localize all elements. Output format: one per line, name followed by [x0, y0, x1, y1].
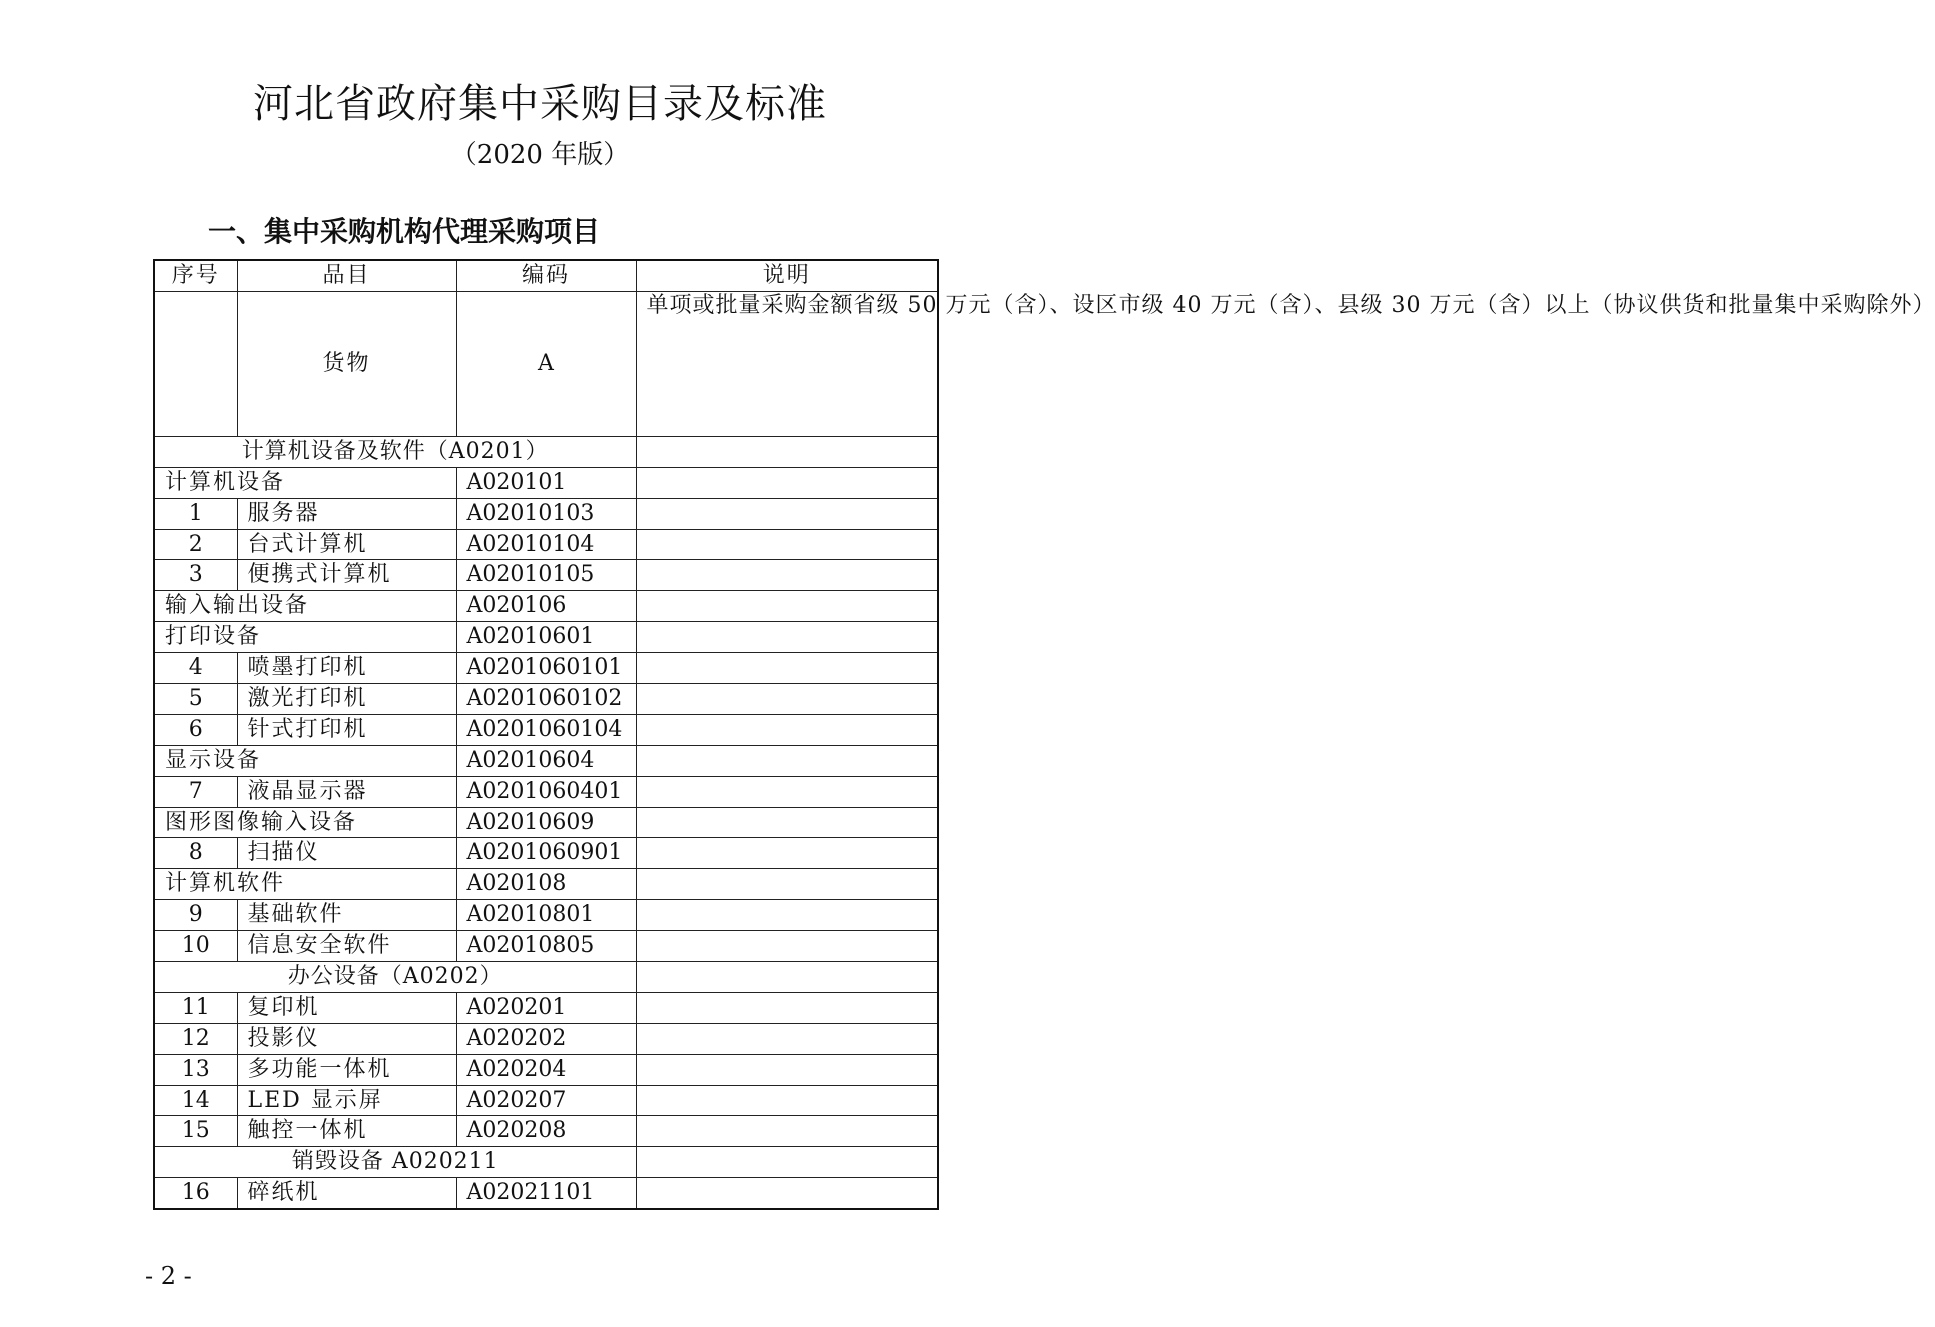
category-label: 销毁设备 A020211 [154, 1147, 636, 1178]
group-code: A020108 [456, 869, 636, 900]
item-label: 扫描仪 [237, 838, 456, 869]
group-note-cell [636, 622, 938, 653]
group-note-cell [636, 869, 938, 900]
item-label: 碎纸机 [237, 1178, 456, 1209]
item-note-cell [636, 653, 938, 684]
table-row [154, 1054, 938, 1085]
item-code: A0201060101 [456, 653, 636, 684]
item-number: 5 [154, 684, 237, 715]
group-note-cell [636, 591, 938, 622]
item-note-cell [636, 1116, 938, 1147]
item-code: A020202 [456, 1023, 636, 1054]
group-code: A02010604 [456, 745, 636, 776]
goods-note: 单项或批量采购金额省级 50 万元（含）、设区市级 40 万元（含）、县级 30 万元（含）以上（协议供货和批量集中采购除外） [636, 291, 938, 436]
header-note: 说明 [636, 260, 938, 291]
header-code: 编码 [456, 260, 636, 291]
table-row [154, 498, 938, 529]
item-code: A020208 [456, 1116, 636, 1147]
header-num: 序号 [154, 260, 237, 291]
item-label: 投影仪 [237, 1023, 456, 1054]
item-note-cell [636, 1054, 938, 1085]
category-row [154, 1147, 938, 1178]
group-label: 打印设备 [154, 622, 456, 653]
category-row [154, 436, 938, 467]
group-note-cell [636, 745, 938, 776]
category-label: 办公设备（A0202） [154, 962, 636, 993]
item-note-cell [636, 498, 938, 529]
item-label: 针式打印机 [237, 714, 456, 745]
table-row [154, 1085, 938, 1116]
item-number: 4 [154, 653, 237, 684]
item-label: 服务器 [237, 498, 456, 529]
page-number: - 2 - [145, 1262, 192, 1290]
item-label: 复印机 [237, 992, 456, 1023]
item-code: A0201060104 [456, 714, 636, 745]
item-label: 液晶显示器 [237, 776, 456, 807]
group-label: 输入输出设备 [154, 591, 456, 622]
group-code: A020106 [456, 591, 636, 622]
table-row [154, 684, 938, 715]
item-code: A02010103 [456, 498, 636, 529]
item-code: A020207 [456, 1085, 636, 1116]
item-note-cell [636, 992, 938, 1023]
item-note-cell [636, 529, 938, 560]
goods-code: A [456, 291, 636, 436]
item-note-cell [636, 714, 938, 745]
item-number: 14 [154, 1085, 237, 1116]
header-item: 品目 [237, 260, 456, 291]
item-note-cell [636, 776, 938, 807]
item-label: LED 显示屏 [237, 1085, 456, 1116]
item-code: A02010104 [456, 529, 636, 560]
item-number: 2 [154, 529, 237, 560]
item-code: A0201060102 [456, 684, 636, 715]
table-row [154, 838, 938, 869]
table-row [154, 1178, 938, 1209]
item-code: A02010801 [456, 900, 636, 931]
item-number: 6 [154, 714, 237, 745]
item-code: A0201060401 [456, 776, 636, 807]
group-label: 图形图像输入设备 [154, 807, 456, 838]
table-row [154, 529, 938, 560]
item-code: A0201060901 [456, 838, 636, 869]
table-row [154, 900, 938, 931]
group-code: A02010601 [456, 622, 636, 653]
table-row [154, 992, 938, 1023]
group-row [154, 467, 938, 498]
group-row [154, 869, 938, 900]
category-label: 计算机设备及软件（A0201） [154, 436, 636, 467]
item-label: 激光打印机 [237, 684, 456, 715]
item-note-cell [636, 931, 938, 962]
group-row [154, 807, 938, 838]
item-label: 信息安全软件 [237, 931, 456, 962]
item-code: A02021101 [456, 1178, 636, 1209]
item-number: 1 [154, 498, 237, 529]
group-note-cell [636, 807, 938, 838]
item-number: 16 [154, 1178, 237, 1209]
item-label: 基础软件 [237, 900, 456, 931]
item-number: 7 [154, 776, 237, 807]
group-label: 显示设备 [154, 745, 456, 776]
table-row [154, 931, 938, 962]
item-number: 10 [154, 931, 237, 962]
item-label: 喷墨打印机 [237, 653, 456, 684]
group-label: 计算机设备 [154, 467, 456, 498]
item-label: 台式计算机 [237, 529, 456, 560]
item-label: 触控一体机 [237, 1116, 456, 1147]
item-note-cell [636, 1085, 938, 1116]
item-number: 3 [154, 560, 237, 591]
group-code: A02010609 [456, 807, 636, 838]
item-code: A02010805 [456, 931, 636, 962]
item-number: 9 [154, 900, 237, 931]
item-note-cell [636, 900, 938, 931]
category-note-cell [636, 436, 938, 467]
table-row [154, 776, 938, 807]
item-note-cell [636, 838, 938, 869]
item-note-cell [636, 1023, 938, 1054]
group-note-cell [636, 467, 938, 498]
goods-row [154, 291, 938, 436]
item-label: 便携式计算机 [237, 560, 456, 591]
item-number: 15 [154, 1116, 237, 1147]
group-label: 计算机软件 [154, 869, 456, 900]
document-subtitle: （2020 年版） [450, 140, 630, 170]
item-note-cell [636, 560, 938, 591]
goods-label: 货物 [237, 291, 456, 436]
table-header-row [154, 260, 938, 291]
item-number: 11 [154, 992, 237, 1023]
item-number: 12 [154, 1023, 237, 1054]
table-row [154, 1023, 938, 1054]
category-note-cell [636, 962, 938, 993]
category-row [154, 962, 938, 993]
group-row [154, 745, 938, 776]
group-row [154, 622, 938, 653]
group-code: A020101 [456, 467, 636, 498]
item-number: 13 [154, 1054, 237, 1085]
item-note-cell [636, 684, 938, 715]
item-note-cell [636, 1178, 938, 1209]
table-row [154, 714, 938, 745]
table-row [154, 1116, 938, 1147]
item-code: A020201 [456, 992, 636, 1023]
document-title: 河北省政府集中采购目录及标准 [253, 81, 827, 127]
category-note-cell [636, 1147, 938, 1178]
item-code: A020204 [456, 1054, 636, 1085]
section-heading: 一、集中采购机构代理采购项目 [208, 215, 601, 248]
group-row [154, 591, 938, 622]
table-row [154, 560, 938, 591]
procurement-catalog-table [153, 259, 1935, 1210]
item-number: 8 [154, 838, 237, 869]
item-code: A02010105 [456, 560, 636, 591]
item-label: 多功能一体机 [237, 1054, 456, 1085]
goods-num-cell [154, 291, 237, 436]
table-row [154, 653, 938, 684]
